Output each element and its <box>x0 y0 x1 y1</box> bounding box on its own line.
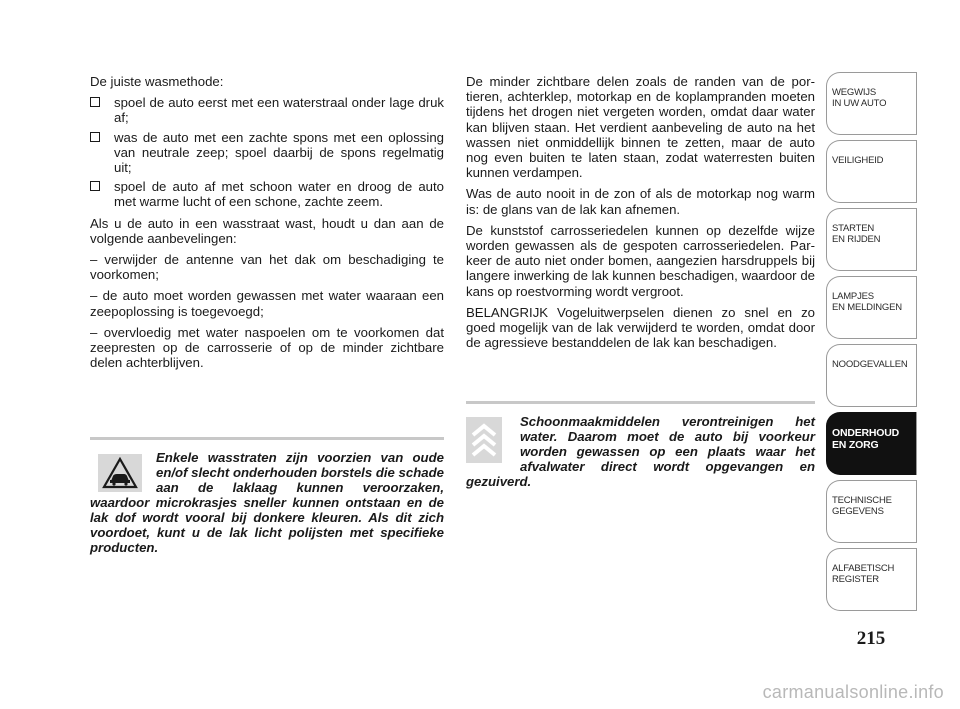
right-column <box>466 74 815 356</box>
car-warning-icon <box>98 454 142 492</box>
hidden-parts-paragraph: De minder zichtbare delen zoals de randen van de portieren, achterklep, motorkap en de koplampranden moeten tijdens het drogen niet vergeten worden, omdat daar water kan blijven staan. Het verdient aanbeveling de auto na het wassen niet onmiddellijk binnen te zetten, maar de auto nog even buiten te laten staan, zodat waterresten buiten kunnen verdampen. <box>466 74 815 181</box>
list-item: spoel de auto af met schoon water en droog de auto met warme lucht of een schone, zachte zeem. <box>90 179 444 209</box>
tab-starten[interactable]: STARTEN EN RIJDEN <box>826 208 916 271</box>
sun-paragraph: Was de auto nooit in de zon of als de motorkap nog warm is: de glans van de lak kan afnemen. <box>466 186 815 217</box>
checkbox-bullet-icon <box>90 97 100 107</box>
chapter-tabs <box>826 72 916 616</box>
wash-method-intro: De juiste wasmethode: <box>90 74 224 89</box>
wash-steps-list <box>90 95 444 209</box>
warning-note-text: Enkele wasstraten zijn voorzien van oude en/of slecht onderhouden borstels die schade aan de laklaag kunnen veroorzaken, waardoor microkrasjes sneller kunnen ontstaan en de lak dof wordt vooral bij donkere kleuren. Als dit zich voordoet, kunt u de lak licht polijsten met specifieke producten. <box>90 450 444 555</box>
watermark: carmanualsonline.info <box>762 682 944 702</box>
environment-chevrons-icon <box>466 417 502 463</box>
tab-lampjes[interactable]: LAMPJES EN MELDINGEN <box>826 276 916 339</box>
car-wash-paragraph: Als u de auto in een wasstraat wast, houdt u dan aan de volgende aanbevelingen: <box>90 215 444 246</box>
soap-paragraph: – de auto moet worden gewassen met water waaraan een zeepoplossing is toegevoegd; <box>90 288 444 319</box>
important-paragraph: BELANGRIJK Vogeluitwerpselen dienen zo snel en zo goed mogelijk van de lak verwijderd te worden, omdat door de agressieve bestanddelen de lak kan beschadigen. <box>466 304 815 351</box>
antenna-paragraph: – verwijder de antenne van het dak om beschadiging te voorkomen; <box>90 252 444 283</box>
list-item: spoel de auto eerst met een waterstraal onder lage druk af; <box>90 95 444 125</box>
warning-note <box>90 437 444 555</box>
tab-onderhoud[interactable]: ONDERHOUD EN ZORG <box>826 412 916 475</box>
tab-noodgevallen[interactable]: NOODGEVALLEN <box>826 344 916 407</box>
environment-note-text: Schoonmaakmiddelen verontreinigen het water. Daarom moet de auto bij voorkeur worden gewassen op een plaats waar het afvalwater direct wordt opgevangen en gezuiverd. <box>466 414 815 489</box>
checkbox-bullet-icon <box>90 181 100 191</box>
tab-wegwijs[interactable]: WEGWIJS IN UW AUTO <box>826 72 916 135</box>
environment-note <box>466 401 815 489</box>
note-divider <box>90 437 444 440</box>
tab-alfabetisch-register[interactable]: ALFABETISCH REGISTER <box>826 548 916 611</box>
left-column <box>90 74 444 376</box>
list-item: was de auto met een zachte spons met een oplossing van neutrale zeep; spoel daarbij de spons regelmatig uit; <box>90 130 444 176</box>
plastic-parts-paragraph: De kunststof carrosseriedelen kunnen op dezelfde wijze worden gewassen als de gespoten carrosseriedelen. Parkeer de auto niet onder bomen, aangezien harsdruppels bij langere inwerking de lak kunnen beschadigen, waardoor de kans op roestvorming wordt vergroot. <box>466 222 815 299</box>
checkbox-bullet-icon <box>90 132 100 142</box>
tab-veiligheid[interactable]: VEILIGHEID <box>826 140 916 203</box>
note-divider <box>466 401 815 404</box>
page-number: 215 <box>856 628 886 649</box>
rinse-paragraph: – overvloedig met water naspoelen om te voorkomen dat zeepresten op de carrosserie of op de minder zichtbare delen achterblijven. <box>90 324 444 371</box>
tab-technische-gegevens[interactable]: TECHNISCHE GEGEVENS <box>826 480 916 543</box>
